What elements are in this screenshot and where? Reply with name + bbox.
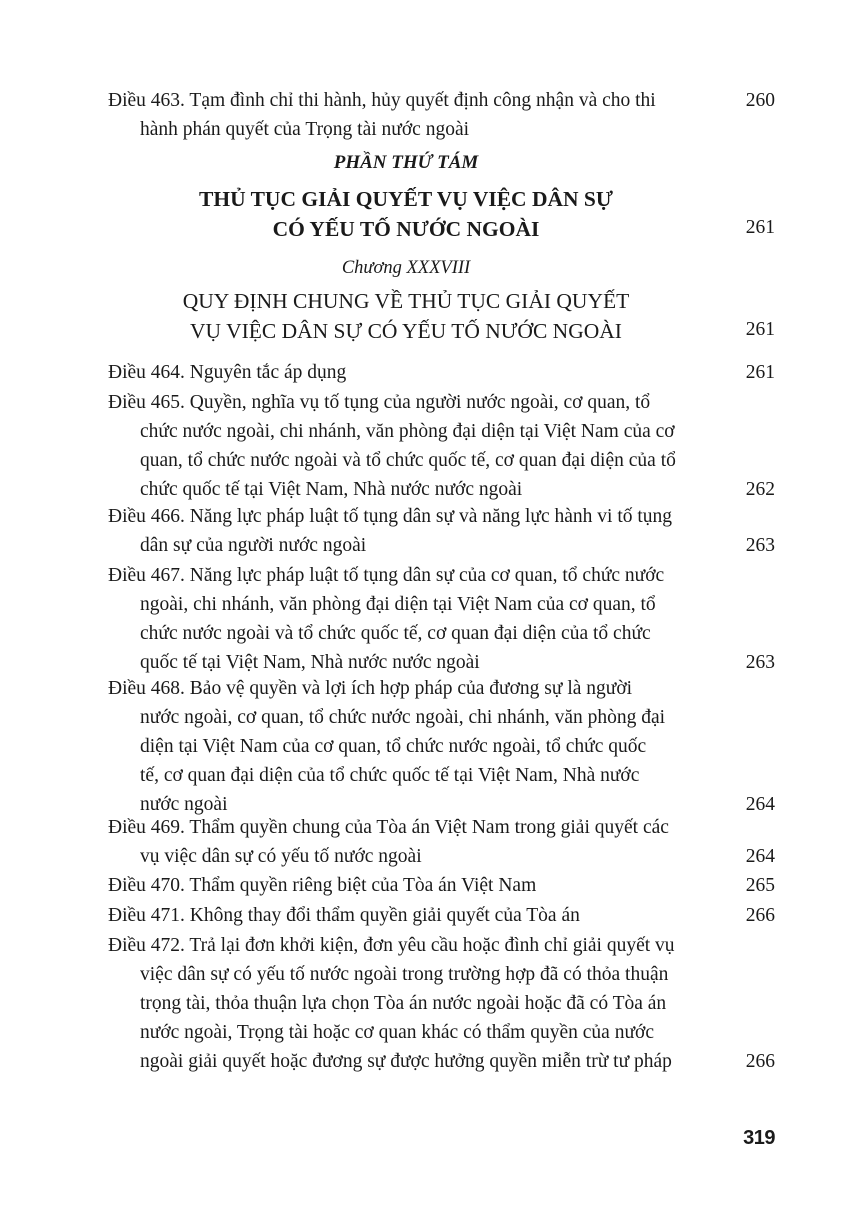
- part-label: PHẦN THỨ TÁM: [333, 152, 479, 173]
- toc-entry-468[interactable]: [108, 674, 775, 819]
- entry-text: Điều 471. Không thay đổi thẩm quyền giải quyết của Tòa án: [108, 905, 580, 926]
- entry-text: dân sự của người nước ngoài: [140, 535, 367, 556]
- entry-text: chức quốc tế tại Việt Nam, Nhà nước nước ngoài: [140, 479, 523, 500]
- entry-text: Điều 465. Quyền, nghĩa vụ tố tụng của người nước ngoài, cơ quan, tổ: [108, 392, 651, 413]
- entry-text: Điều 469. Thẩm quyền chung của Tòa án Việt Nam trong giải quyết các: [108, 817, 669, 838]
- entry-text: nước ngoài: [140, 794, 228, 815]
- toc-entry-466[interactable]: [108, 502, 775, 560]
- folio-page-number: 319: [743, 1127, 775, 1149]
- chapter-title-line: VỤ VIỆC DÂN SỰ CÓ YẾU TỐ NƯỚC NGOÀI: [190, 319, 622, 343]
- toc-entry-470[interactable]: [108, 871, 775, 900]
- entry-text: việc dân sự có yếu tố nước ngoài trong trường hợp đã có thỏa thuận: [140, 964, 669, 985]
- entry-text: chức nước ngoài, chi nhánh, văn phòng đại diện tại Việt Nam của cơ: [140, 421, 675, 442]
- toc-entry-465[interactable]: [108, 388, 775, 504]
- entry-text: hành phán quyết của Trọng tài nước ngoài: [140, 119, 470, 140]
- toc-entry-463[interactable]: [108, 86, 775, 144]
- entry-text: tế, cơ quan đại diện của tổ chức quốc tế tại Việt Nam, Nhà nước: [140, 765, 640, 786]
- page-number: 264: [745, 794, 775, 815]
- toc-entry-467[interactable]: [108, 561, 775, 677]
- page-number: 261: [745, 362, 775, 383]
- part-title-line: THỦ TỤC GIẢI QUYẾT VỤ VIỆC DÂN SỰ: [199, 187, 613, 211]
- page-number: 262: [745, 479, 775, 500]
- part-page-number: 261: [745, 217, 775, 238]
- toc-entry-471[interactable]: [108, 901, 775, 930]
- page-number: 263: [745, 652, 775, 673]
- page-number: 260: [745, 90, 775, 111]
- toc-entry-464[interactable]: [108, 358, 775, 387]
- chapter-page-number: 261: [745, 319, 775, 340]
- entry-text: chức nước ngoài và tổ chức quốc tế, cơ quan đại diện của tổ chức: [140, 623, 651, 644]
- page-number: 264: [745, 846, 775, 867]
- page-number: 266: [745, 905, 775, 926]
- entry-text: diện tại Việt Nam của cơ quan, tổ chức nước ngoài, tổ chức quốc: [140, 736, 647, 757]
- entry-text: ngoài giải quyết hoặc đương sự được hưởng quyền miễn trừ tư pháp: [140, 1051, 672, 1072]
- entry-text: Điều 463. Tạm đình chỉ thi hành, hủy quyết định công nhận và cho thi: [108, 90, 656, 111]
- entry-text: quốc tế tại Việt Nam, Nhà nước nước ngoài: [140, 652, 480, 673]
- part-title-line: CÓ YẾU TỐ NƯỚC NGOÀI: [272, 217, 540, 241]
- entry-text: nước ngoài, cơ quan, tổ chức nước ngoài, chi nhánh, văn phòng đại: [140, 707, 666, 728]
- entry-text: Điều 467. Năng lực pháp luật tố tụng dân sự của cơ quan, tổ chức nước: [108, 565, 665, 586]
- entry-text: trọng tài, thỏa thuận lựa chọn Tòa án nước ngoài hoặc đã có Tòa án: [140, 993, 667, 1014]
- entry-text: nước ngoài, Trọng tài hoặc cơ quan khác có thẩm quyền của nước: [140, 1022, 654, 1043]
- chapter-title-line: QUY ĐỊNH CHUNG VỀ THỦ TỤC GIẢI QUYẾT: [182, 289, 630, 313]
- entry-text: Điều 464. Nguyên tắc áp dụng: [108, 362, 347, 383]
- page-number: 266: [745, 1051, 775, 1072]
- entry-text: vụ việc dân sự có yếu tố nước ngoài: [140, 846, 422, 867]
- entry-text: quan, tổ chức nước ngoài và tổ chức quốc tế, cơ quan đại diện của tổ: [140, 450, 676, 471]
- entry-text: Điều 468. Bảo vệ quyền và lợi ích hợp pháp của đương sự là người: [108, 678, 633, 699]
- toc-entry-469[interactable]: [108, 813, 775, 871]
- toc-entry-472[interactable]: [108, 931, 775, 1076]
- page-number: 265: [745, 875, 775, 896]
- entry-text: Điều 472. Trả lại đơn khởi kiện, đơn yêu cầu hoặc đình chỉ giải quyết vụ: [108, 935, 675, 956]
- chapter-label: Chương XXXVIII: [341, 258, 471, 278]
- entry-text: Điều 466. Năng lực pháp luật tố tụng dân sự và năng lực hành vi tố tụng: [108, 506, 673, 527]
- entry-text: Điều 470. Thẩm quyền riêng biệt của Tòa án Việt Nam: [108, 875, 537, 896]
- entry-text: ngoài, chi nhánh, văn phòng đại diện tại Việt Nam của cơ quan, tổ: [140, 594, 656, 615]
- page-number: 263: [745, 535, 775, 556]
